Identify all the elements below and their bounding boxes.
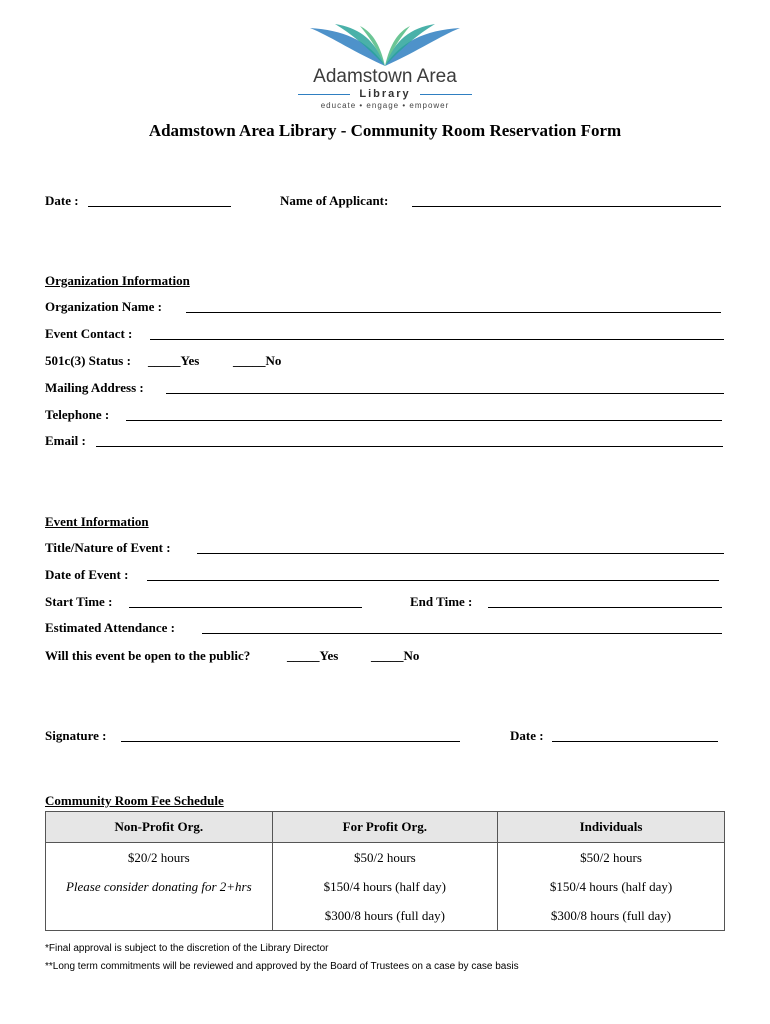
fee-cell: [46, 901, 273, 931]
fee-cell: $50/2 hours: [272, 843, 497, 873]
footnote-long-term: **Long term commitments will be reviewed and approved by the Board of Trustees on a case by case basis: [45, 961, 519, 972]
mailing-address-input[interactable]: [166, 393, 724, 394]
library-logo: [290, 22, 480, 112]
form-title: Adamstown Area Library - Community Room Reservation Form: [148, 121, 622, 140]
applicant-label: Name of Applicant:: [280, 193, 389, 208]
applicant-input[interactable]: [412, 206, 721, 207]
fee-cell: $150/4 hours (half day): [272, 872, 497, 901]
public-yes-option[interactable]: _____Yes: [287, 648, 339, 663]
end-time-input[interactable]: [488, 607, 722, 608]
table-row: [46, 872, 725, 901]
event-contact-input[interactable]: [150, 339, 724, 340]
organization-heading: Organization Information: [45, 273, 190, 288]
signature-label: Signature :: [45, 728, 107, 743]
fee-cell: $150/4 hours (half day): [498, 872, 725, 901]
event-title-input[interactable]: [197, 553, 724, 554]
status-label: 501c(3) Status :: [45, 353, 131, 368]
event-contact-label: Event Contact :: [45, 326, 133, 341]
fee-header-nonprofit: Non-Profit Org.: [46, 812, 273, 843]
status-yes-option[interactable]: _____Yes: [148, 353, 200, 368]
event-heading: Event Information: [45, 514, 149, 529]
attendance-label: Estimated Attendance :: [45, 620, 175, 635]
telephone-label: Telephone :: [45, 407, 110, 422]
fee-header-forprofit: For Profit Org.: [272, 812, 497, 843]
event-title-label: Title/Nature of Event :: [45, 540, 171, 555]
org-name-input[interactable]: [186, 312, 721, 313]
open-book-icon: [290, 22, 480, 72]
logo-tagline: educate • engage • empower: [320, 101, 450, 110]
footnote-approval: *Final approval is subject to the discretion of the Library Director: [45, 943, 329, 954]
fee-cell: Please consider donating for 2+hrs: [46, 872, 273, 901]
table-row: [46, 843, 725, 873]
public-no-option[interactable]: _____No: [371, 648, 420, 663]
fee-cell: $300/8 hours (full day): [498, 901, 725, 931]
fee-cell: $300/8 hours (full day): [272, 901, 497, 931]
table-row: [46, 901, 725, 931]
signature-date-input[interactable]: [552, 741, 718, 742]
date-label: Date :: [45, 193, 79, 208]
org-name-label: Organization Name :: [45, 299, 162, 314]
signature-date-label: Date :: [510, 728, 544, 743]
attendance-input[interactable]: [202, 633, 722, 634]
email-input[interactable]: [96, 446, 723, 447]
fee-schedule-table: [45, 811, 725, 931]
logo-subtitle: Library: [359, 88, 411, 100]
event-date-label: Date of Event :: [45, 567, 129, 582]
fee-header-row: [46, 812, 725, 843]
end-time-label: End Time :: [410, 594, 473, 609]
fee-header-individuals: Individuals: [498, 812, 725, 843]
telephone-input[interactable]: [126, 420, 722, 421]
status-no-option[interactable]: _____No: [233, 353, 282, 368]
signature-input[interactable]: [121, 741, 460, 742]
start-time-label: Start Time :: [45, 594, 113, 609]
public-question-label: Will this event be open to the public?: [45, 648, 251, 663]
fee-schedule-heading: Community Room Fee Schedule: [45, 793, 224, 808]
logo-title: Adamstown Area: [313, 66, 457, 87]
fee-cell: $20/2 hours: [46, 843, 273, 873]
fee-cell: $50/2 hours: [498, 843, 725, 873]
start-time-input[interactable]: [129, 607, 362, 608]
email-label: Email :: [45, 433, 86, 448]
mailing-address-label: Mailing Address :: [45, 380, 144, 395]
date-input[interactable]: [88, 206, 231, 207]
event-date-input[interactable]: [147, 580, 719, 581]
